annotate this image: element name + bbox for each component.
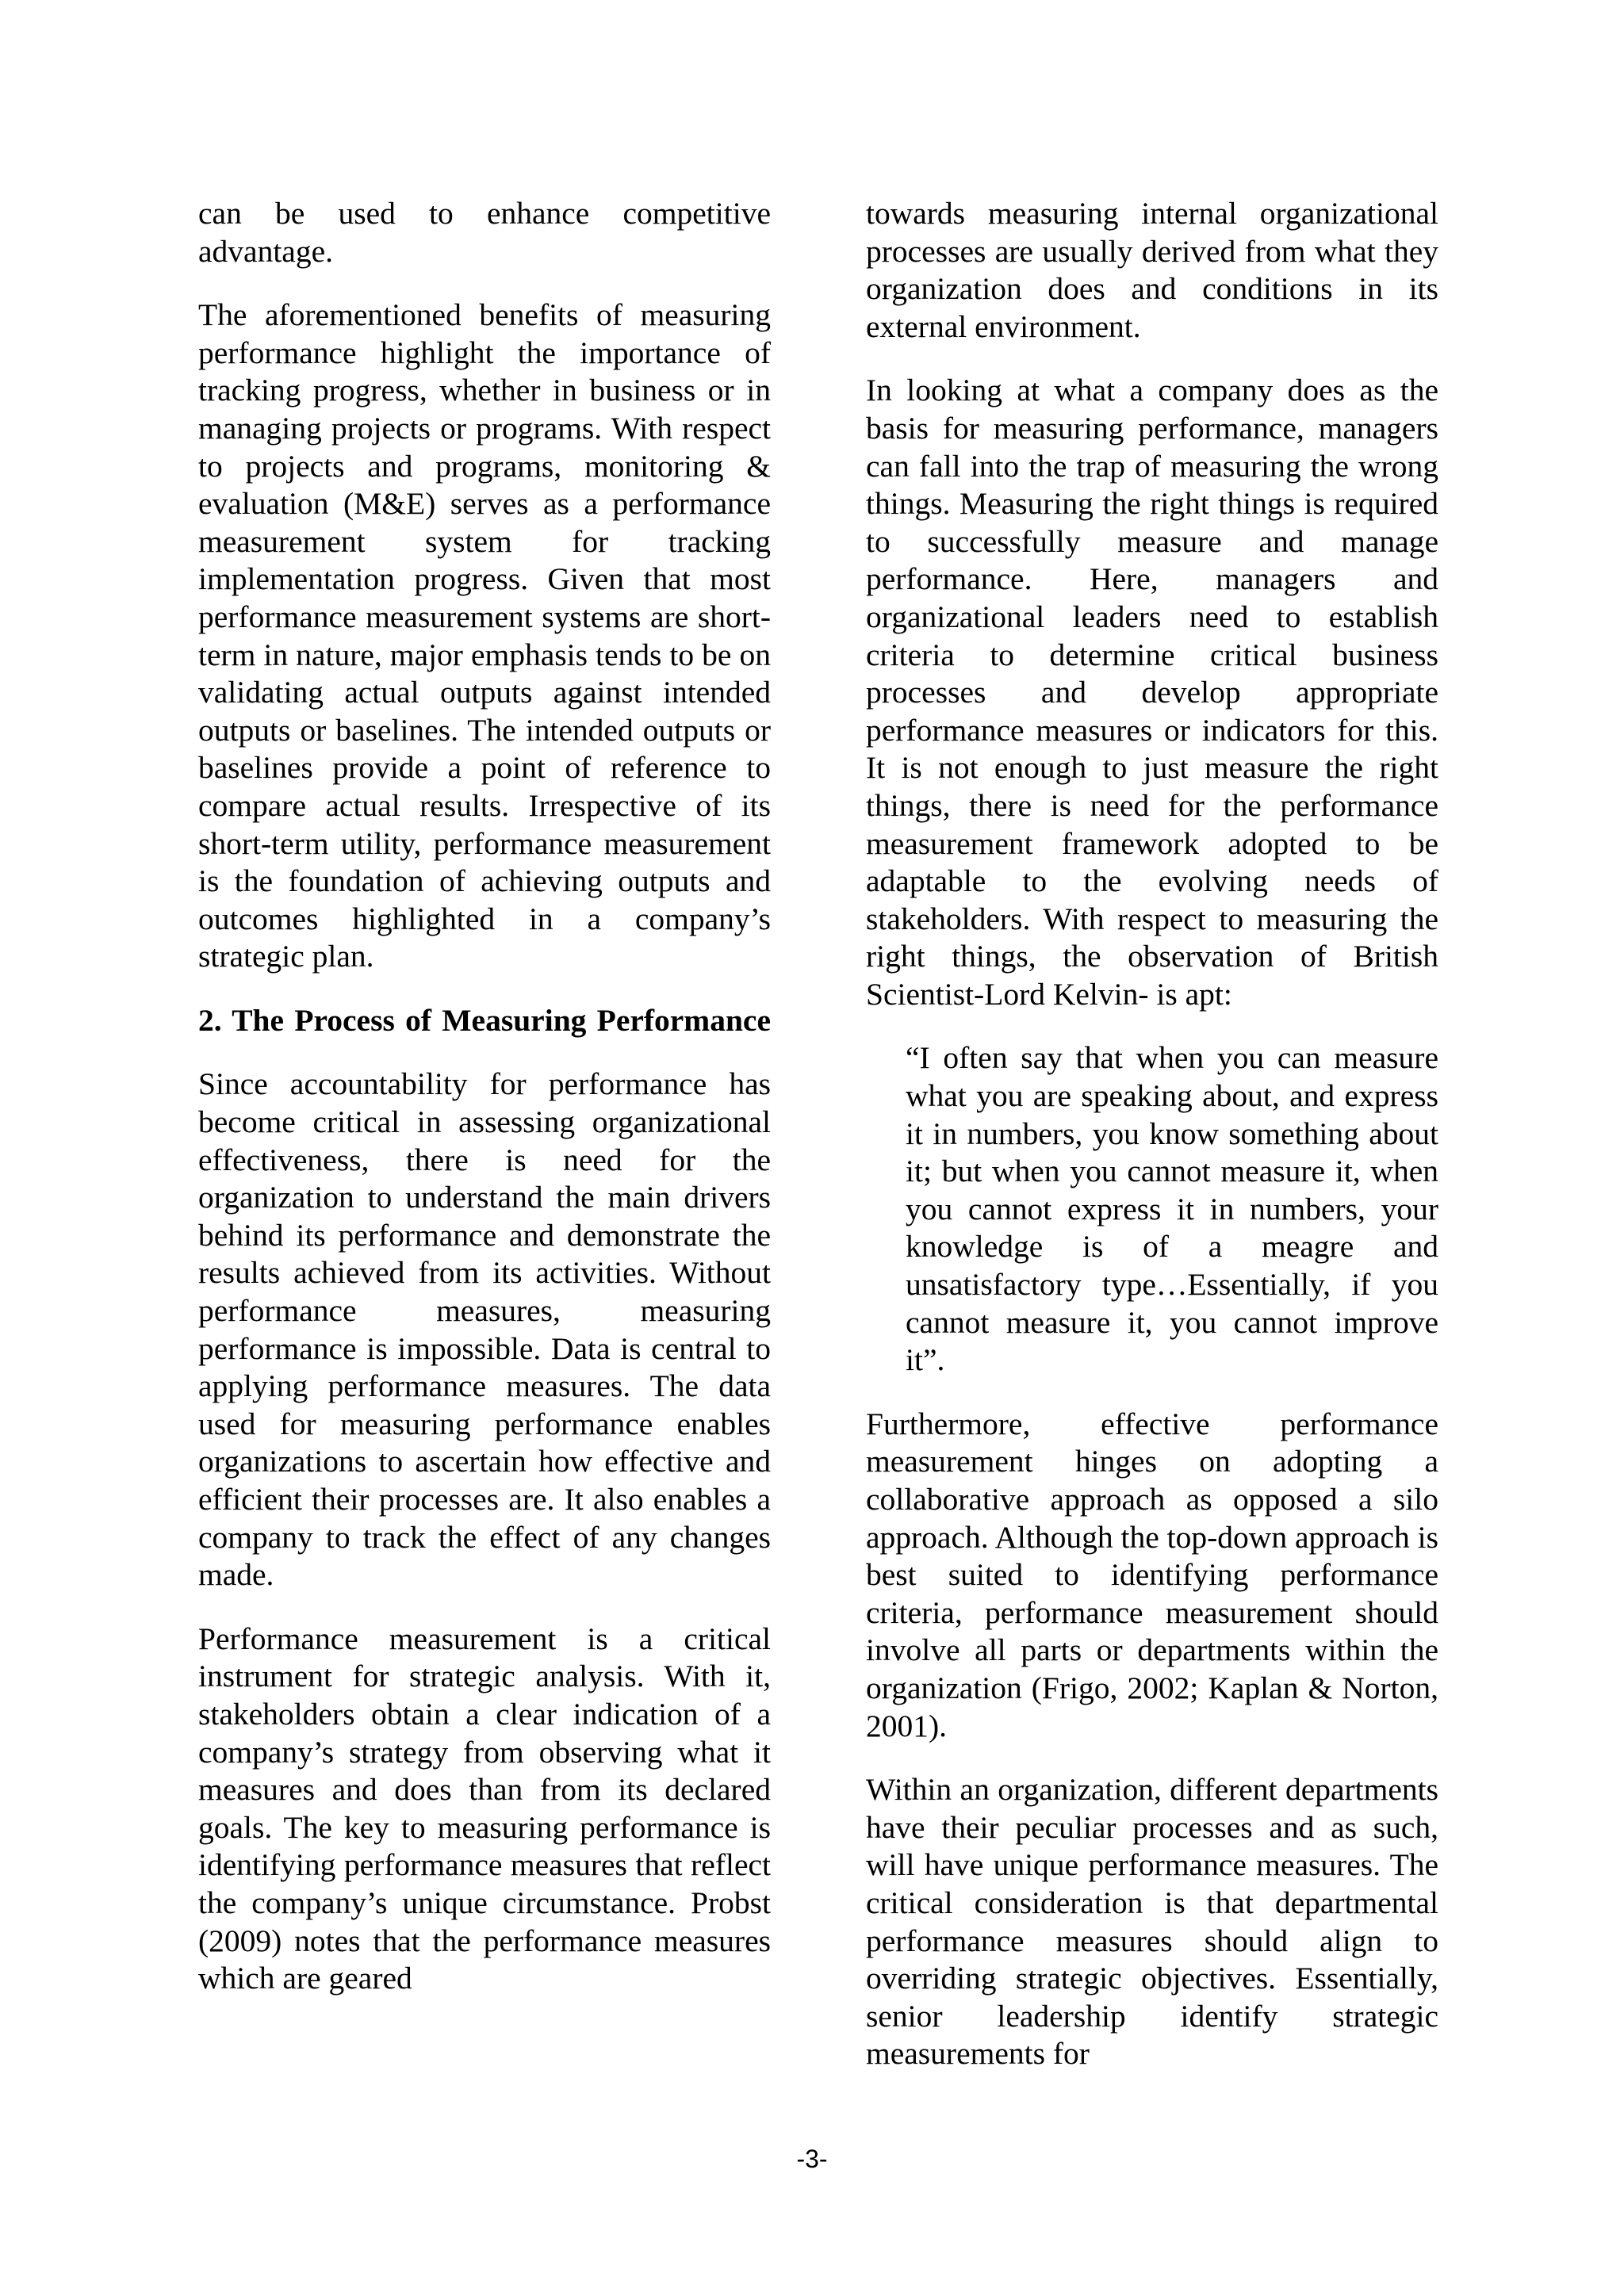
- section-heading: 2. The Process of Measuring Performance: [198, 1002, 771, 1038]
- right-paragraph-3: Furthermore, effective performance measurement hinges on adopting a collaborative approach as opposed a silo approach. Although the top-down approach is best suited to identifying performance criteria, performance measurement should involve all parts or departments within the organization (Frigo, 2002; Kaplan & Norton, 2001).: [866, 1406, 1438, 1743]
- right-column: [866, 195, 1438, 2099]
- page-number: -3-: [796, 2145, 828, 2173]
- right-paragraph-1: towards measuring internal organizational processes are usually derived from what they organization does and conditions in its external environment.: [866, 196, 1438, 344]
- left-paragraph-1: can be used to enhance competitive advantage.: [198, 196, 771, 269]
- left-paragraph-2: The aforementioned benefits of measuring performance highlight the importance of tracking progress, whether in business or in managing projects or programs. With respect to projects and programs, monitoring & evaluation (M&E) serves as a performance measurement system for tracking implementation progress. Given that most performance measurement systems are short-term in nature, major emphasis tends to be on validating actual outputs against intended outputs or baselines. The intended outputs or baselines provide a point of reference to compare actual results. Irrespective of its short-term utility, performance measurement is the foundation of achieving outputs and outcomes highlighted in a company’s strategic plan.: [198, 297, 771, 974]
- right-paragraph-2: In looking at what a company does as the basis for measuring performance, managers can fall into the trap of measuring the wrong things. Measuring the right things is required to successfully measure and manage performance. Here, managers and organizational leaders need to establish criteria to determine critical business processes and develop appropriate performance measures or indicators for this. It is not enough to just measure the right things, there is need for the performance measurement framework adopted to be adaptable to the evolving needs of stakeholders. With respect to measuring the right things, the observation of British Scientist-Lord Kelvin- is apt:: [866, 373, 1438, 1012]
- left-paragraph-4: Performance measurement is a critical instrument for strategic analysis. With it, stakeholders obtain a clear indication of a company’s strategy from observing what it measures and does than from its declared goals. The key to measuring performance is identifying performance measures that reflect the company’s unique circumstance. Probst (2009) notes that the performance measures which are geared: [198, 1621, 771, 1996]
- kelvin-quote: “I often say that when you can measure what you are speaking about, and express it in numbers, you know something about it; but when you cannot measure it, when you cannot express it in numbers, your knowledge is of a meagre and unsatisfactory type…Essentially, if you cannot measure it, you cannot improve it”.: [906, 1040, 1438, 1378]
- left-column: [198, 195, 771, 2024]
- left-paragraph-3: Since accountability for performance has become critical in assessing organizational effectiveness, there is need for the organization to understand the main drivers behind its performance and demonstrate the results achieved from its activities. Without performance measures, measuring performance is impossible. Data is central to applying performance measures. The data used for measuring performance enables organizations to ascertain how effective and efficient their processes are. It also enables a company to track the effect of any changes made.: [198, 1066, 771, 1593]
- right-paragraph-4: Within an organization, different departments have their peculiar processes and as such, will have unique performance measures. The critical consideration is that departmental performance measures should align to overriding strategic objectives. Essentially, senior leadership identify strategic measurements for: [866, 1772, 1438, 2072]
